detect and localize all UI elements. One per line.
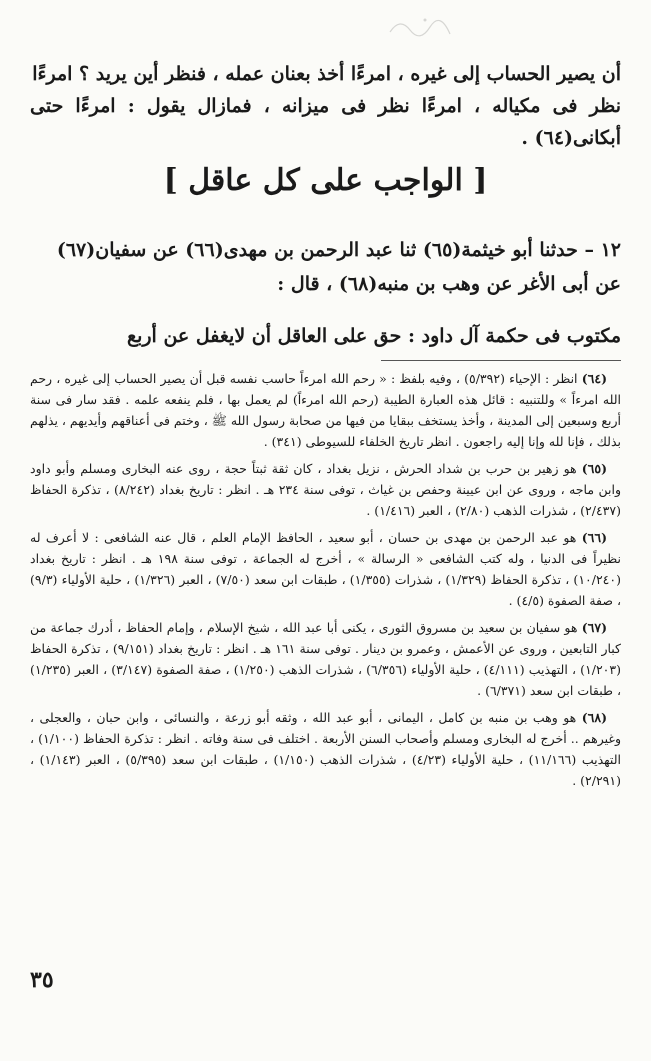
document-page [30,0,621,1061]
footnote-number: (٦٥) [581,461,607,476]
footnote-number: (٦٤) [581,371,607,386]
footnote-text: انظر : الإحياء (٥/٣٩٢) ، وفيه بلفظ : « رحم الله امرءاً حاسب نفسه قبل أن يصير الحساب إلى غيره ، رحم الله امرءاً » وللتنبيه : قائل هذه العبارة الطيبة (رحم الله امرءاً) لم يعمل بها ، فلم ينفعه علمه . فقد سار فى سنة أربع وسبعين إلى المدينة ، وأخذ يستخف ببقايا من فيها من صحابة رسول الله ﷺ ، وختم فى أعناقهم وأيديهم ، يذلهم بذلك ، فإنا لله وإنا إليه راجعون . انظر تاريخ الخلفاء للسيوطى (٣٤١) . [30,371,621,449]
footnote [30,617,621,701]
page-number: ٣٥ [30,967,54,993]
footnote-text: هو عبد الرحمن بن مهدى بن حسان ، أبو سعيد ، الحافظ الإمام العلم ، قال عنه الشافعى : لا أعرف له نظيراً فى الدنيا ، وله كتب الشافعى « الرسالة » ، أخرج له الجماعة ، توفى سنة ١٩٨ هـ . انظر : تاريخ بغداد (١٠/٢٤٠) ، تذكرة الحفاظ (١/٣٢٩) ، شذرات (١/٣٥٥) ، طبقات ابن سعد (٧/٥٠) ، العبر (١/٣٢٦) ، حلية الأولياء (٩/٣) ، صفة الصفوة (٤/٥) . [30,530,621,608]
footnote-number: (٦٦) [581,530,607,545]
section-heading: [ الواجب على كل عاقل ] [163,163,488,198]
hadith-block [30,233,621,353]
footnote-text: هو سفيان بن سعيد بن مسروق الثورى ، يكنى أبا عبد الله ، شيخ الإسلام ، وإمام الحفاظ ، أدرك جماعة من كبار التابعين ، وروى عن الأعمش ، وعمرو بن دينار . توفى سنة ١٦١ هـ . انظر : تاريخ بغداد (٩/١٥١) ، تذكرة الحفاظ (١/٢٠٣) ، التهذيب (٤/١١١) ، حلية الأولياء (٦/٣٥٦) ، شذرات الذهب (١/٢٥٠) ، صفة الصفوة (٣/١٤٧) ، العبر (١/٢٣٥) ، طبقات ابن سعد (٦/٣٧١) . [30,620,622,698]
hadith-quote: مكتوب فى حكمة آل داود : حق على العاقل أن لايغفل عن أربع [126,325,621,347]
footnote-text: هو وهب بن منبه بن كامل ، اليمانى ، أبو عبد الله ، وثقه أبو زرعة ، والنسائى ، وابن حبان ، والعجلى ، وغيرهم .. أخرج له البخارى ومسلم وأصحاب السنن الأربعة . اختلف فى سنة وفاته . انظر : تذكرة الحفاظ (١/١٠٠) ، التهذيب (١١/١٦٦) ، حلية الأولياء (٤/٢٣) ، شذرات الذهب (١/١٥٠) ، طبقات ابن سعد (٥/٣٩٥) ، العبر (١/١٤٣) ، (٢/٢٩١) . [30,710,621,788]
footnote [30,527,621,611]
footnote-text: هو زهير بن حرب بن شداد الحرش ، نزيل بغداد ، كان ثقة ثبتاً حجة ، روى عنه البخارى ومسلم وأبو داود وابن ماجه ، وروى عن ابن عيينة وحفص بن غياث ، توفى سنة ٢٣٤ هـ . انظر : تاريخ بغداد (٨/٢٤٢) ، تذكرة الحفاظ (٢/٤٣٧) ، شذرات الذهب (٢/٨٠) ، العبر (١/٤١٦) . [30,461,622,518]
footnote [30,458,621,521]
footnote-divider [381,360,621,361]
footnote [30,368,621,452]
footnote-number: (٦٨) [581,710,607,725]
main-line: أن يصير الحساب إلى غيره ، امرءًا أخذ بعنان عمله ، فنظر أين يريد ؟ امرءًا [32,63,621,85]
hadith-chain-line: ١٢ – حدثنا أبو خيثمة(٦٥) ثنا عبد الرحمن بن مهدى(٦٦) عن سفيان(٦٧) [56,239,621,261]
footnotes-section [30,368,621,797]
footnote-number: (٦٧) [581,620,607,635]
ink-smudge-mark [385,12,455,42]
section-heading-wrap [30,158,621,204]
footnote [30,707,621,791]
main-line: نظر فى مكياله ، امرءًا نظر فى ميزانه ، فمازال يقول : امرءًا حتى أبكانى(٦٤) . [30,95,621,149]
hadith-chain-line: عن أبى الأغر عن وهب بن منبه(٦٨) ، قال : [277,273,621,295]
main-paragraph [30,58,621,154]
